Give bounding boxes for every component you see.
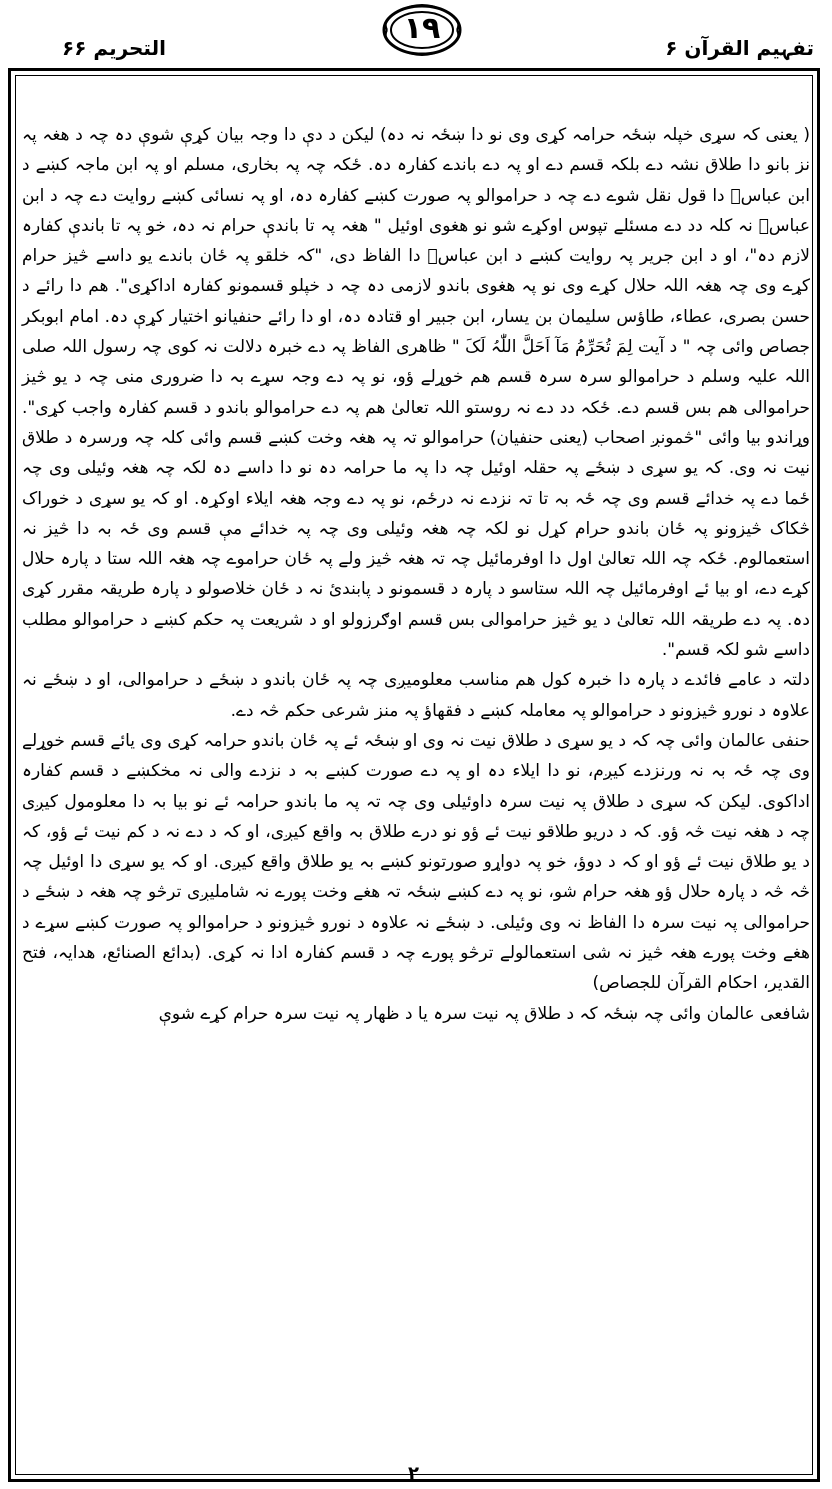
paragraph-3: حنفی عالمان وائی چہ کہ د یو سړی د طلاق نیت نہ وی او ښځہ ئے پہ ځان باندو حرامہ کړی وی یائے قسم خوړلے وی چہ ځہ بہ نہ ورنزدے کیږم، نو دا ایلاء دہ او پہ دے صورت کښے بہ د نزدے والی نہ مخکښے د قسم کفارہ اداکوی. لیکن کہ سړی د طلاق پہ نیت سرہ داوئیلی وی چہ تہ پہ ما باندو حرامہ ئے نو بیا بہ دا معلومول کیږی چہ د ھغہ نیت څہ ؤو. کہ د دریو طلاقو نیت ئے ؤو نو درے طلاق بہ واقع کیږی، او کہ د دے نہ د کم نیت ئے ؤو، کہ د یو طلاق نیت ئے ؤو او کہ د دوؤ، خو پہ دواړو صورتونو کښے بہ یو طلاق واقع کیږی. او کہ یو سړی دا اوئیل چہ څہ څہ د پارہ حلال ؤو ھغہ حرام شو، نو پہ دے کښے ښځہ تہ ھغے وخت پورے نہ شاملیږی ترڅو چہ ھغہ د ښځے د حراموالی پہ نیت سرہ دا الفاظ نہ وی وئیلی. د ښځے نہ علاوہ د نورو څیزونو د حراموالو پہ صورت کښے سړے د ھغے وخت پورے ھغہ څیز نہ شی استعمالولے ترڅو پورے چہ د قسم کفارہ ادا نہ کړی. (بدائع الصنائع، ھدایہ، فتح القدیر، احکام القرآن للجصاص) bbox=[22, 730, 810, 994]
paragraph-2: دلتہ د عامے فائدے د پارہ دا خبرہ کول ھم مناسب معلومیږی چہ پہ ځان باندو د ښځے د حراموالی، او د ښځے نہ علاوہ د نورو څیزونو د حراموالو پہ معاملہ کښے د فقھاؤ پہ منز شرعی حکم څہ دے. bbox=[22, 670, 810, 721]
page-number-medallion bbox=[381, 2, 463, 58]
surah-title: التحریم ۶۶ bbox=[62, 36, 166, 60]
body-text bbox=[22, 120, 810, 1029]
footnote-mark: ۲ bbox=[408, 1463, 419, 1484]
paragraph-1: ( یعنی کہ سړی خپلہ ښځہ حرامہ کړی وی نو دا ښځہ نہ دہ) لیکن د دې دا وجہ بیان کړې شوې دہ چہ د ھغہ پہ نز بانو دا طلاق نشہ دے بلکہ قسم دے او پہ دے باندے کفارہ دہ. ځکہ چہ پہ بخاری، مسلم او پہ ابن ماجہ کښے د ابن عباسؓ دا قول نقل شوے دے چہ د حراموالو پہ صورت کښے کفارہ دہ، او پہ نسائی کښے روایت دے چہ د ابن عباسؓ نہ کلہ دد دے مسئلے تپوس اوکړے شو نو ھغوی اوئیل " ھغہ پہ تا باندې حرام نہ دہ، خو پہ تا باندې کفارہ لازم دہ"، او د ابن جریر پہ روایت کښے د ابن عباسؓ دا الفاظ دی، "کہ خلقو پہ ځان باندے یو داسے څیز حرام کړے وی چہ ھغہ اللہ حلال کړے وی نو پہ ھغوی باندو لازمی دہ چہ د خپلو قسمونو کفارہ اداکړی". ھم دا رائے د حسن بصری، عطاء، طاؤس سلیمان بن یسار، ابن جبیر او قتادہ دہ، او دا رائے حنفیانو اختیار کړې دہ. امام ابوبکر جصاص وائی چہ " د آیت لِمَ تُحَرِّمُ مَآ اَحَلَّ اللّٰہُ لَکَ " ظاھری الفاظ پہ دے خبرہ دلالت نہ کوی چہ رسول اللہ صلی اللہ علیہ وسلم د حراموالو سرہ سرہ قسم ھم خوړلے ؤو، نو پہ دے وجہ سړے بہ دا ضروری منی چہ د یو څیز حراموالی ھم بس قسم دے. ځکہ دد دے نہ روستو اللہ تعالیٰ ھم پہ دے حراموالو باندو د قسم کفارہ واجب کړی". وړاندو بیا وائی "څمونږ اصحاب (یعنی حنفیان) حراموالو تہ پہ ھغہ وخت کښے قسم وائی کلہ چہ ورسرہ د طلاق نیت نہ وی. کہ یو سړی د ښځے پہ حقلہ اوئیل چہ دا پہ ما حرامہ دہ نو دا داسے دہ لکہ چہ ھغہ وئیلی وی چہ ځما دے پہ خدائے قسم وی چہ ځہ بہ تا تہ نزدے نہ درځم، نو پہ دے وجہ ھغہ ایلاء اوکړہ. او کہ یو سړی د خوراک څکاک څیزونو پہ ځان باندو حرام کړل نو لکہ چہ ھغہ وئیلی وی چہ پہ خدائے مې قسم وی ځہ بہ دا څیز نہ استعمالوم. ځکہ چہ اللہ تعالیٰ اول دا اوفرمائیل چہ تہ ھغہ څیز ولے پہ ځان حراموے چہ ھغہ اللہ ستا د پارہ حلال کړے دے، او بیا ئے اوفرمائیل چہ اللہ ستاسو د پارہ د قسمونو د پابندئ نہ د ځان خلاصولو د پارہ طریقہ مقرر کړی دہ. پہ دے طریقہ اللہ تعالیٰ د یو څیز حراموالی بس قسم اوګرزولو او د شریعت پہ حکم کښے د حراموالو مطلب داسے شو لکہ قسم". bbox=[22, 125, 810, 661]
paragraph-4: شافعی عالمان وائی چہ ښځہ کہ د طلاق پہ نیت سرہ یا د ظھار پہ نیت سرہ حرام کړے شوې bbox=[158, 1003, 810, 1024]
page-number: ۱۹ bbox=[403, 11, 441, 46]
book-title: تفہیم القرآن ۶ bbox=[665, 36, 814, 60]
page-header bbox=[0, 0, 832, 66]
